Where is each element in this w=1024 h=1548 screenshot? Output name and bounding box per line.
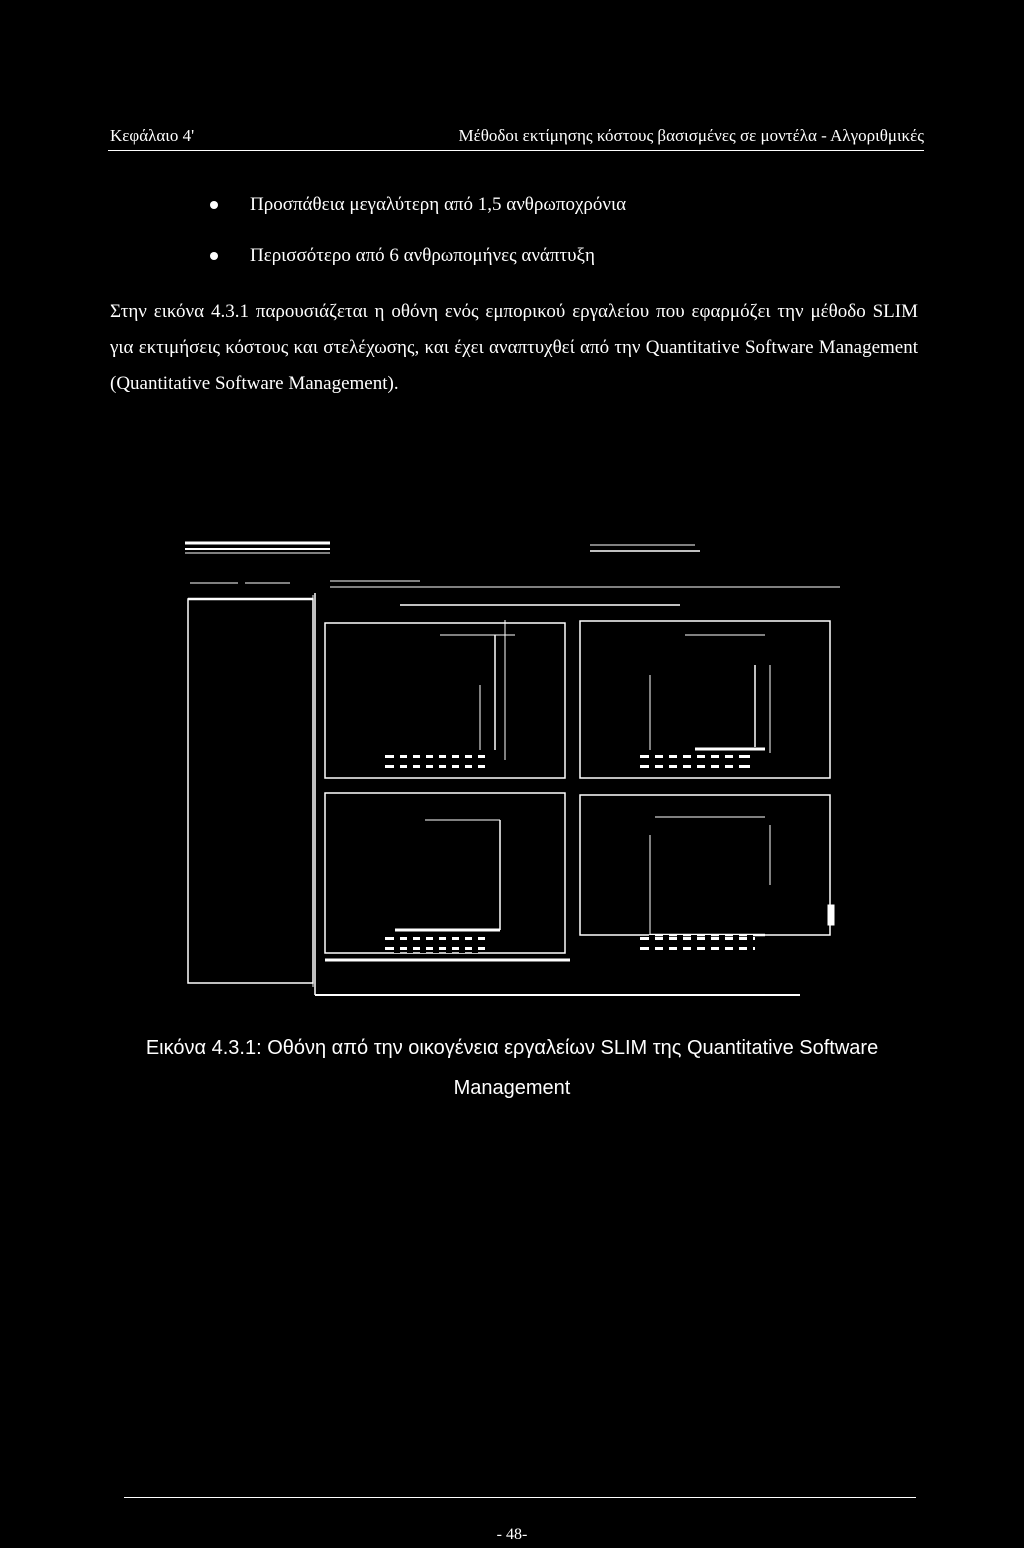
screenshot-icon — [180, 535, 840, 1005]
figure-caption-line1: Εικόνα 4.3.1: Οθόνη από την οικογένεια εργαλείων SLIM της Quantitative Software — [145, 1037, 879, 1059]
body-paragraph: Στην εικόνα 4.3.1 παρουσιάζεται η οθόνη ενός εμπορικού εργαλείου που εφαρμόζει την μέθοδο SLIM για εκτιμήσεις κόστους και στελέχωσης, και έχει αναπτυχθεί από την Quantitative Software Management (Quantitative Software Management). — [110, 301, 918, 394]
chapter-title: Μέθοδοι εκτίμησης κόστους βασισμένες σε μοντέλα - Αλγοριθμικές — [458, 126, 924, 145]
page-number: - 48- — [496, 1526, 528, 1543]
footer-rule — [124, 1497, 916, 1498]
bullet-item — [210, 192, 626, 218]
bullet-text: Περισσότερο από 6 ανθρωπομήνες ανάπτυξη — [250, 245, 595, 266]
page-header — [108, 126, 924, 151]
bullet-dot-icon — [210, 252, 218, 260]
slim-screenshot-figure — [180, 535, 840, 1005]
chapter-label: Κεφάλαιο 4' — [110, 126, 195, 145]
figure-caption-line2: Management — [453, 1077, 571, 1099]
bullet-dot-icon — [210, 201, 218, 209]
bullet-item — [210, 243, 626, 269]
bullet-list — [210, 192, 626, 294]
bullet-text: Προσπάθεια μεγαλύτερη από 1,5 ανθρωποχρόνια — [250, 194, 627, 215]
